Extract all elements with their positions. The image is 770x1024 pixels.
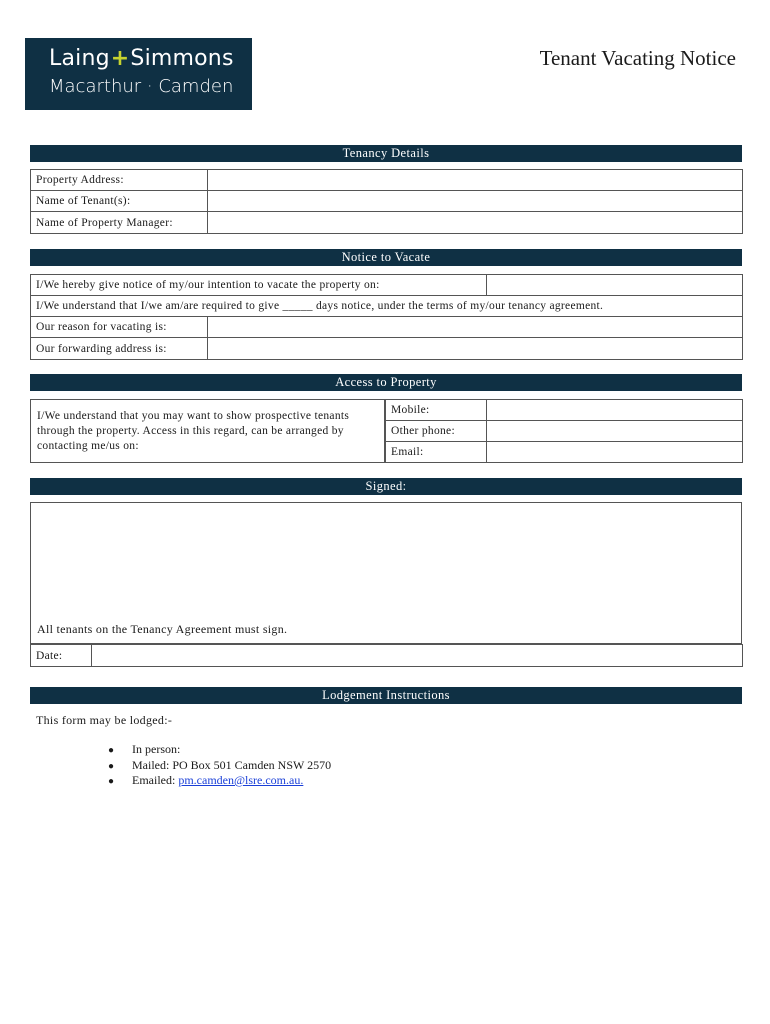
tenant-name-field[interactable] (208, 191, 743, 212)
bullet-icon: ● (108, 760, 115, 772)
contact-details-table (385, 399, 743, 463)
notice-days-statement: I/We understand that I/we am/are required to give _____ days notice, under the terms of my/our tenancy agreement. (31, 296, 743, 317)
vacating-reason-label: Our reason for vacating is: (31, 317, 208, 338)
logo-plus-mark: + (110, 46, 130, 71)
forwarding-address-field[interactable] (208, 338, 743, 360)
forwarding-address-label: Our forwarding address is: (31, 338, 208, 360)
property-address-label: Property Address: (31, 170, 208, 191)
vacate-date-field[interactable] (487, 275, 743, 296)
access-to-property-header: Access to Property (30, 374, 742, 391)
access-statement: I/We understand that you may want to show prospective tenants through the property. Access in this regard, can be arranged by contacting me/us on: (30, 399, 385, 463)
tenant-name-label: Name of Tenant(s): (31, 191, 208, 212)
notice-to-vacate-table (30, 274, 743, 360)
signature-area[interactable] (30, 502, 742, 644)
bullet-icon: ● (108, 776, 115, 787)
other-phone-field[interactable] (487, 421, 743, 442)
logo-wordmark: Laing+Simmons (49, 46, 234, 71)
email-field[interactable] (487, 442, 743, 463)
tenancy-details-table (30, 169, 743, 234)
property-manager-field[interactable] (208, 212, 743, 234)
lodgement-intro: This form may be lodged:- (36, 713, 173, 727)
bullet-icon: ● (108, 745, 115, 756)
mobile-label: Mobile: (386, 400, 487, 421)
logo-subtitle: Macarthur · Camden (49, 76, 234, 97)
mobile-field[interactable] (487, 400, 743, 421)
lodgement-instructions-header: Lodgement Instructions (30, 687, 742, 704)
signature-note: All tenants on the Tenancy Agreement must sign. (37, 622, 288, 636)
email-link[interactable]: pm.camden@lsre.com.au. (178, 773, 304, 787)
other-phone-label: Other phone: (386, 421, 487, 442)
lodgement-list (108, 742, 331, 789)
company-logo (25, 38, 252, 110)
list-item: ● Mailed: PO Box 501 Camden NSW 2570 (108, 758, 331, 774)
document-title: Tenant Vacating Notice (539, 46, 736, 70)
vacating-reason-field[interactable] (208, 317, 743, 338)
property-manager-label: Name of Property Manager: (31, 212, 208, 234)
email-label: Email: (386, 442, 487, 463)
date-label: Date: (31, 645, 92, 667)
signed-header: Signed: (30, 478, 742, 495)
date-table (30, 644, 743, 667)
notice-to-vacate-header: Notice to Vacate (30, 249, 742, 266)
list-item: ● In person: (108, 742, 331, 758)
property-address-field[interactable] (208, 170, 743, 191)
tenancy-details-header: Tenancy Details (30, 145, 742, 162)
list-item: ● Emailed: pm.camden@lsre.com.au. (108, 773, 331, 789)
vacate-intention-label: I/We hereby give notice of my/our intention to vacate the property on: (31, 275, 487, 296)
date-field[interactable] (92, 645, 743, 667)
